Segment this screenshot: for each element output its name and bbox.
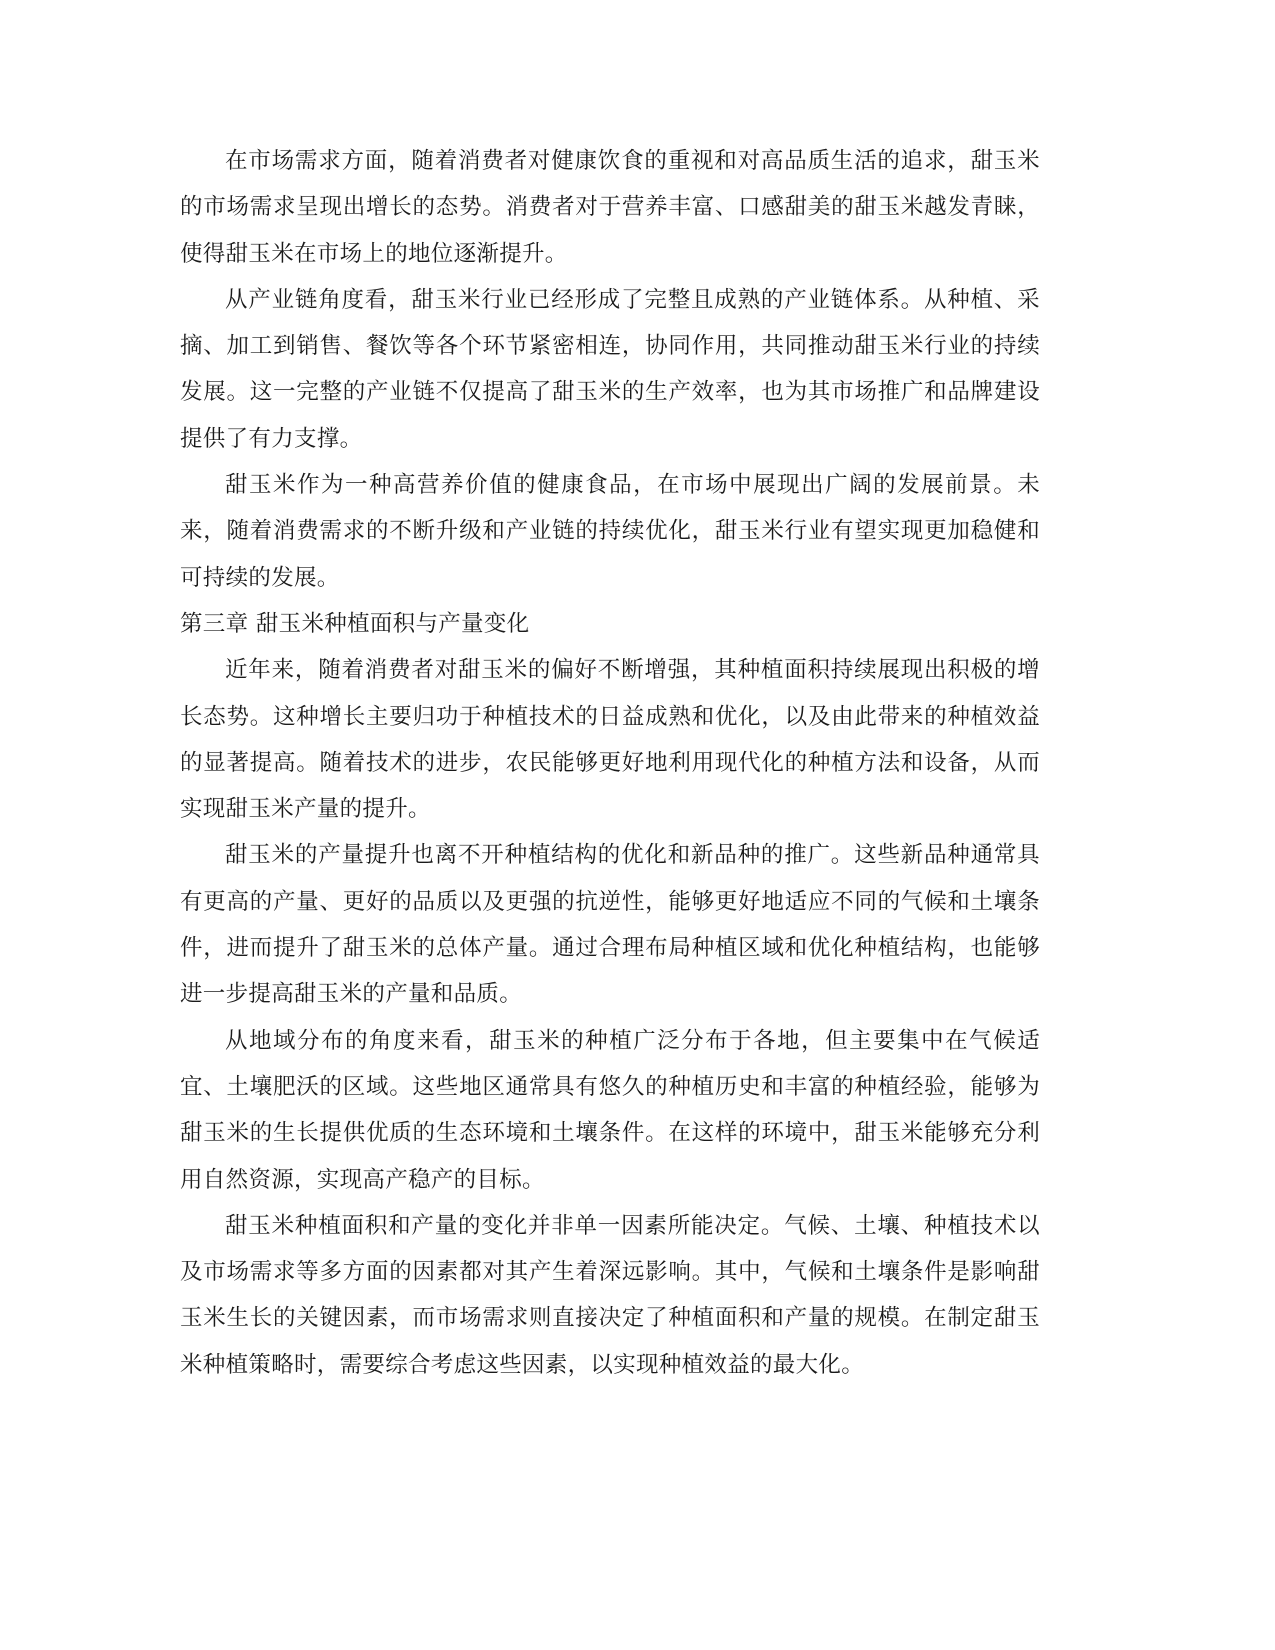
paragraph-industry-chain: 从产业链角度看，甜玉米行业已经形成了完整且成熟的产业链体系。从种植、采摘、加工到销售、餐饮等各个环节紧密相连，协同作用，共同推动甜玉米行业的持续发展。这一完整的产业链不仅提高了甜玉米的生产效率，也为其市场推广和品牌建设提供了有力支撑。 (180, 286, 1040, 452)
paragraph-outlook: 甜玉米作为一种高营养价值的健康食品，在市场中展现出广阔的发展前景。未来，随着消费需求的不断升级和产业链的持续优化，甜玉米行业有望实现更加稳健和可持续的发展。 (180, 472, 1040, 591)
paragraph-regional-distribution: 从地域分布的角度来看，甜玉米的种植广泛分布于各地，但主要集中在气候适宜、土壤肥沃的区域。这些地区通常具有悠久的种植历史和丰富的种植经验，能够为甜玉米的生长提供优质的生态环境和土壤条件。在这样的环境中，甜玉米能够充分利用自然资源，实现高产稳产的目标。 (180, 1027, 1040, 1193)
chapter-heading: 第三章 甜玉米种植面积与产量变化 (180, 610, 530, 637)
document-page (180, 138, 1040, 1388)
paragraph-influencing-factors: 甜玉米种植面积和产量的变化并非单一因素所能决定。气候、土壤、种植技术以及市场需求等多方面的因素都对其产生着深远影响。其中，气候和土壤条件是影响甜玉米生长的关键因素，而市场需求则直接决定了种植面积和产量的规模。在制定甜玉米种植策略时，需要综合考虑这些因素，以实现种植效益的最大化。 (180, 1212, 1040, 1378)
paragraph-planting-area: 近年来，随着消费者对甜玉米的偏好不断增强，其种植面积持续展现出积极的增长态势。这种增长主要归功于种植技术的日益成熟和优化，以及由此带来的种植效益的显著提高。随着技术的进步，农民能够更好地利用现代化的种植方法和设备，从而实现甜玉米产量的提升。 (180, 657, 1040, 823)
paragraph-yield-improvement: 甜玉米的产量提升也离不开种植结构的优化和新品种的推广。这些新品种通常具有更高的产量、更好的品质以及更强的抗逆性，能够更好地适应不同的气候和土壤条件，进而提升了甜玉米的总体产量。通过合理布局种植区域和优化种植结构，也能够进一步提高甜玉米的产量和品质。 (180, 842, 1040, 1008)
paragraph-market-demand: 在市场需求方面，随着消费者对健康饮食的重视和对高品质生活的追求，甜玉米的市场需求呈现出增长的态势。消费者对于营养丰富、口感甜美的甜玉米越发青睐，使得甜玉米在市场上的地位逐渐提升。 (180, 148, 1040, 267)
